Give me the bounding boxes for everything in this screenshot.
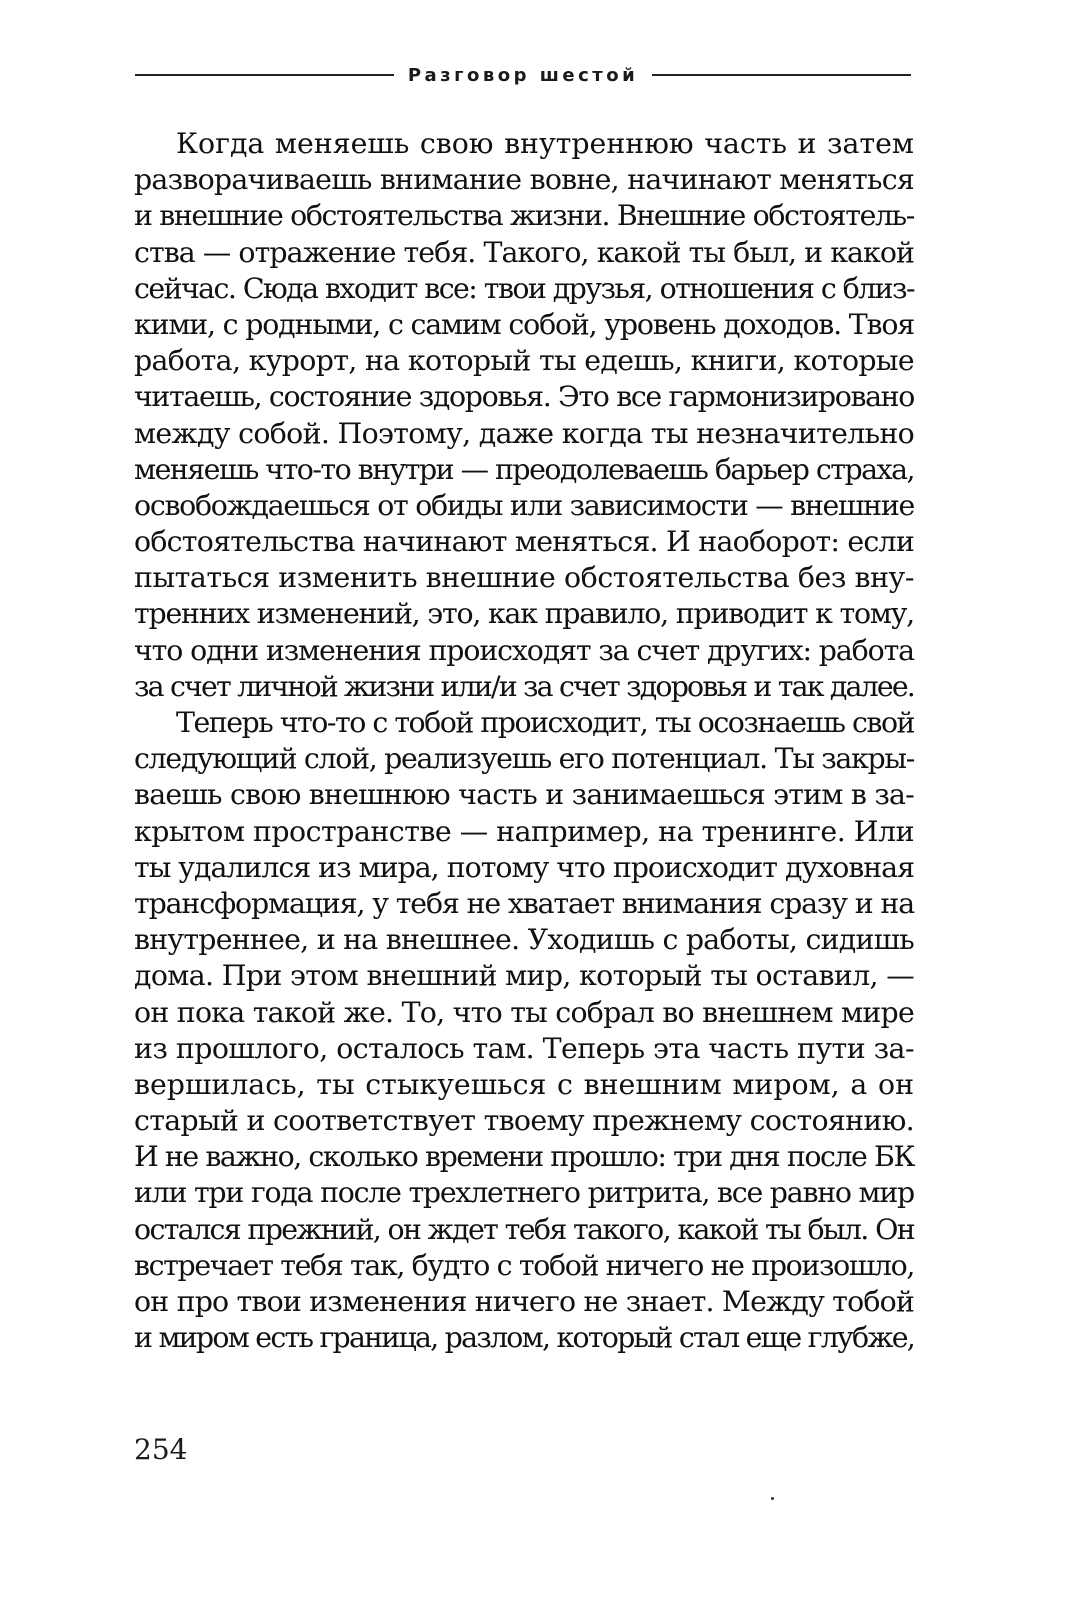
text-line: читаешь, состояние здоровья. Это все гармонизировано (134, 380, 914, 414)
text-line: он про твои изменения ничего не знает. Между тобой (134, 1285, 914, 1318)
text-line: разворачиваешь внимание вовне, начинают меняться (134, 163, 915, 197)
text-line: следующий слой, реализуешь его потенциал. Ты закры- (134, 742, 914, 776)
text-line: работа, курорт, на который ты едешь, книги, которые (134, 344, 914, 378)
header-rule-left (135, 74, 394, 76)
text-line: за счет личной жизни или/и за счет здоровья и так далее. (134, 669, 915, 703)
text-line: ты удалился из мира, потому что происходит духовная (134, 850, 914, 884)
text-line: дома. При этом внешний мир, который ты оставил, — (134, 959, 914, 993)
text-line: Когда меняешь свою внутреннюю часть и затем (176, 127, 914, 160)
text-line: он пока такой же. То, что ты собрал во внешнем мире (134, 995, 914, 1029)
text-line: из прошлого, осталось там. Теперь эта часть пути за- (134, 1031, 914, 1065)
running-header (135, 60, 911, 90)
text-line: и миром есть граница, разлом, который стал еще глубже, (134, 1321, 915, 1355)
header-rule-right (652, 74, 911, 76)
text-line: старый и соответствует твоему прежнему состоянию. (134, 1104, 914, 1138)
text-line: остался прежний, он ждет тебя такого, какой ты был. Он (134, 1212, 914, 1246)
text-line: трансформация, у тебя не хватает внимания сразу и на (134, 886, 914, 920)
text-line: И не важно, сколько времени прошло: три дня после БК (134, 1140, 914, 1174)
text-line: меняешь что-то внутри — преодолеваешь барьер страха, (134, 452, 914, 486)
text-line: крытом пространстве — например, на тренинге. Или (134, 814, 915, 848)
text-line: Теперь что-то с тобой происходит, ты осознаешь свой (176, 706, 914, 739)
text-line: тренних изменений, это, как правило, приводит к тому, (134, 597, 914, 631)
page-number: 254 (134, 1433, 188, 1466)
print-speck (771, 1497, 774, 1500)
text-line: пытаться изменить внешние обстоятельства без вну- (134, 561, 914, 595)
text-line: кими, с родными, с самим собой, уровень доходов. Твоя (134, 307, 914, 341)
text-line: встречает тебя так, будто с тобой ничего не произошло, (134, 1248, 914, 1282)
text-line: ства — отражение тебя. Такого, какой ты был, и какой (134, 235, 914, 269)
text-line: или три года после трехлетнего ритрита, все равно мир (134, 1176, 914, 1210)
text-line: обстоятельства начинают меняться. И наоборот: если (134, 525, 914, 559)
chapter-title: Разговор шестой (407, 64, 639, 86)
text-line: ваешь свою внешнюю часть и занимаешься этим в за- (134, 778, 914, 812)
text-line: что одни изменения происходят за счет других: работа (134, 633, 914, 667)
text-line: между собой. Поэтому, даже когда ты незначительно (134, 416, 915, 450)
text-line: сейчас. Сюда входит все: твои друзья, отношения с близ- (134, 271, 915, 305)
text-line: и внешние обстоятельства жизни. Внешние обстоятель- (134, 199, 915, 233)
text-line: вершилась, ты стыкуешься с внешним миром, а он (134, 1067, 914, 1101)
body-text (134, 126, 914, 1356)
text-line: внутреннее, и на внешнее. Уходишь с работы, сидишь (134, 923, 914, 957)
text-line: освобождаешься от обиды или зависимости — внешние (134, 488, 915, 522)
